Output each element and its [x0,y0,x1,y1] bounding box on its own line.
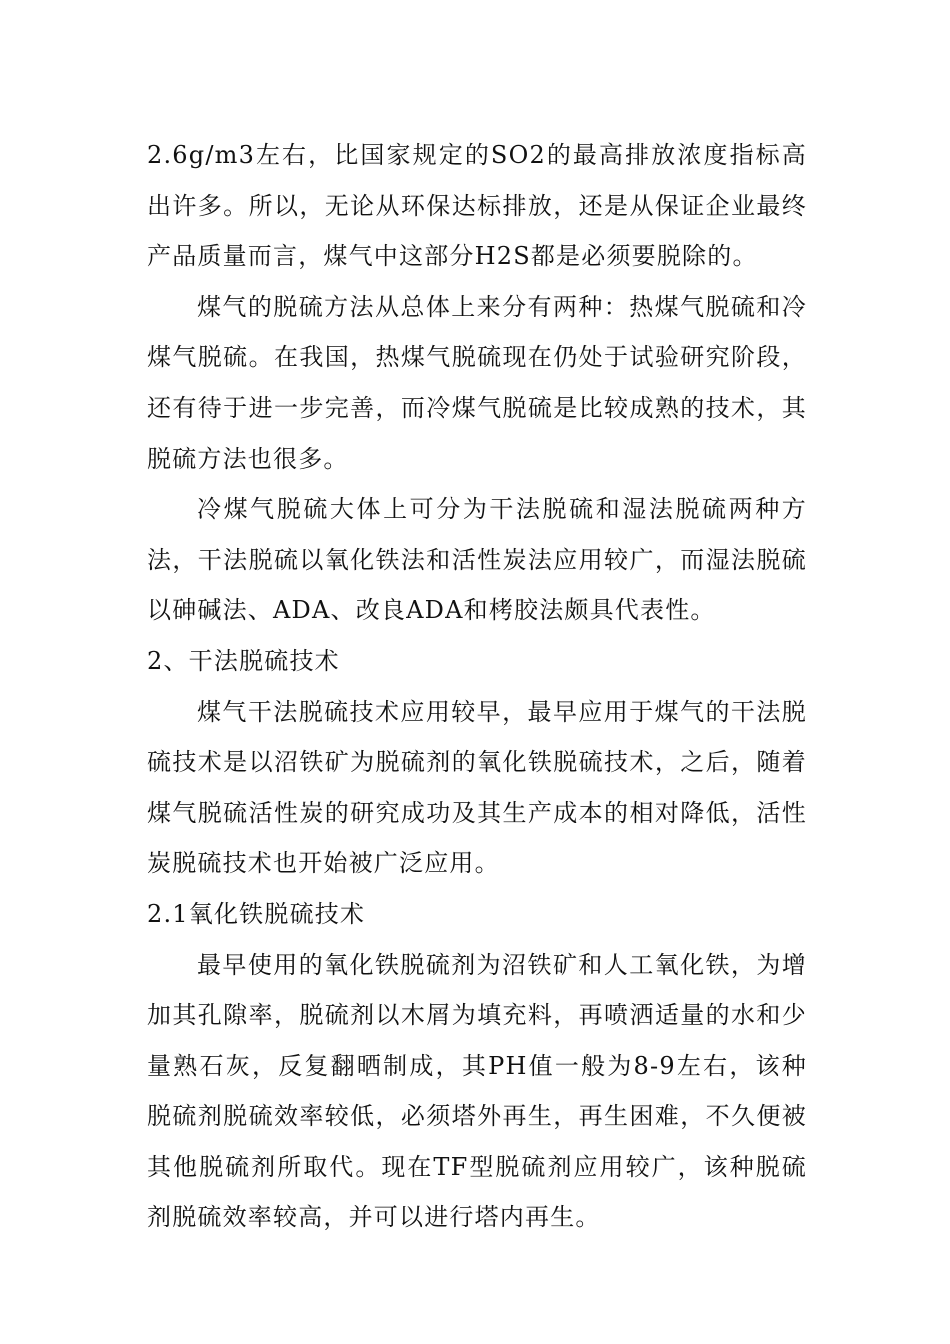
paragraph-iron-oxide: 最早使用的氧化铁脱硫剂为沼铁矿和人工氧化铁，为增加其孔隙率，脱硫剂以木屑为填充料，再喷洒适量的水和少量熟石灰，反复翻晒制成，其PH值一般为8-9左右，该种脱硫剂脱硫效率较低，必须塔外再生，再生困难，不久便被其他脱硫剂所取代。现在TF型脱硫剂应用较广，该种脱硫剂脱硫效率较高，并可以进行塔内再生。 [147,950,807,1232]
paragraph-dry-desulfurization: 煤气干法脱硫技术应用较早，最早应用于煤气的干法脱硫技术是以沼铁矿为脱硫剂的氧化铁脱硫技术，之后，随着煤气脱硫活性炭的研究成功及其生产成本的相对降低，活性炭脱硫技术也开始被广泛应用。 [147,697,807,878]
paragraph-cold-gas-desulfurization: 冷煤气脱硫大体上可分为干法脱硫和湿法脱硫两种方法，干法脱硫以氧化铁法和活性炭法应用较广，而湿法脱硫以砷碱法、ADA、改良ADA和栲胶法颇具代表性。 [147,495,807,625]
section-heading-iron-oxide: 2.1氧化铁脱硫技术 [147,899,366,928]
section-heading-dry-desulfurization: 2、干法脱硫技术 [147,646,340,675]
paragraph-desulfurization-methods: 煤气的脱硫方法从总体上来分有两种：热煤气脱硫和冷煤气脱硫。在我国，热煤气脱硫现在仍处于试验研究阶段，还有待于进一步完善，而冷煤气脱硫是比较成熟的技术，其脱硫方法也很多。 [147,292,807,473]
paragraph-so2-concentration: 2.6g/m3左右，比国家规定的SO2的最高排放浓度指标高出许多。所以，无论从环保达标排放，还是从保证企业最终产品质量而言，煤气中这部分H2S都是必须要脱除的。 [147,141,807,271]
document-page [147,130,807,1243]
